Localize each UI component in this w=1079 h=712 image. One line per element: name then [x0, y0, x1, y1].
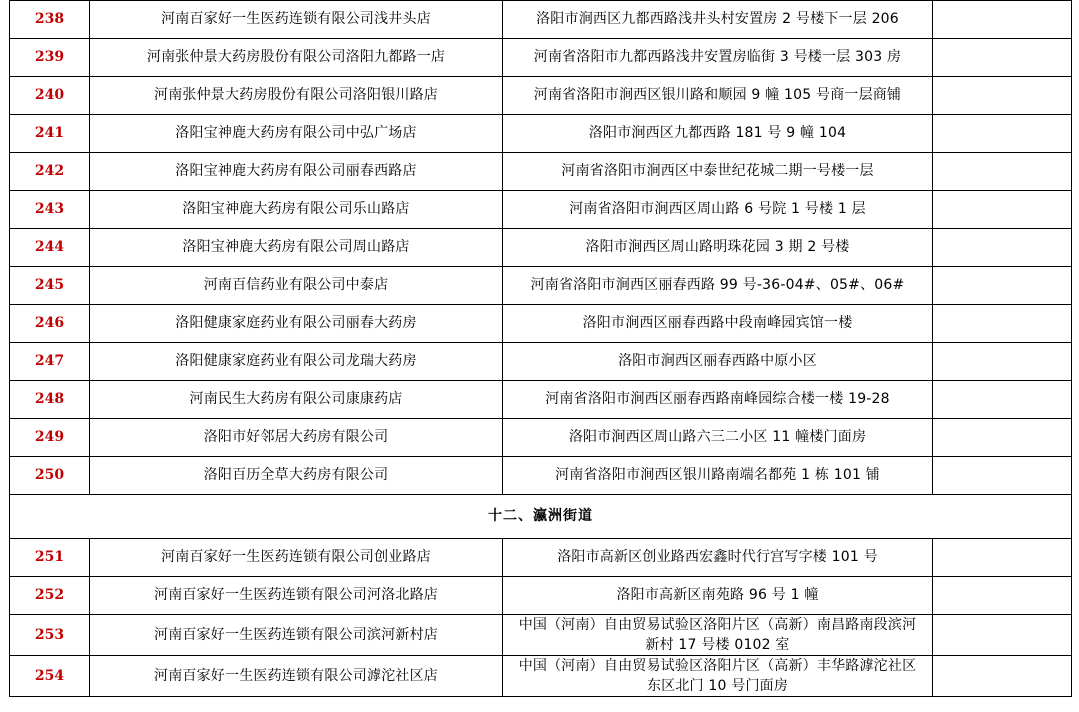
pharmacy-address: 洛阳市高新区创业路西宏鑫时代行宫写字楼 101 号: [503, 539, 933, 577]
pharmacy-name: 洛阳健康家庭药业有限公司龙瑞大药房: [90, 343, 503, 381]
pharmacy-name: 洛阳市好邻居大药房有限公司: [90, 419, 503, 457]
pharmacy-name: 洛阳健康家庭药业有限公司丽春大药房: [90, 305, 503, 343]
pharmacy-address: 河南省洛阳市涧西区中泰世纪花城二期一号楼一层: [503, 153, 933, 191]
row-number: 253: [10, 615, 90, 656]
row-number: 238: [10, 1, 90, 39]
pharmacy-name: 河南百信药业有限公司中泰店: [90, 267, 503, 305]
pharmacy-address: 洛阳市涧西区丽春西路中原小区: [503, 343, 933, 381]
pharmacy-name: 河南张仲景大药房股份有限公司洛阳银川路店: [90, 77, 503, 115]
row-number: 241: [10, 115, 90, 153]
table-row: [10, 539, 1072, 577]
remarks-cell: [933, 77, 1072, 115]
table-row: [10, 153, 1072, 191]
table-row: [10, 39, 1072, 77]
remarks-cell: [933, 656, 1072, 697]
table-row: [10, 457, 1072, 495]
row-number: 248: [10, 381, 90, 419]
table-row: [10, 343, 1072, 381]
remarks-cell: [933, 615, 1072, 656]
table-body-lower: [10, 539, 1072, 697]
section-header-group: [10, 495, 1072, 539]
pharmacy-address: 河南省洛阳市涧西区丽春西路 99 号-36-04#、05#、06#: [503, 267, 933, 305]
remarks-cell: [933, 115, 1072, 153]
row-number: 246: [10, 305, 90, 343]
pharmacy-address: 洛阳市涧西区丽春西路中段南峰园宾馆一楼: [503, 305, 933, 343]
table-row: [10, 381, 1072, 419]
pharmacy-address: 洛阳市涧西区周山路六三二小区 11 幢楼门面房: [503, 419, 933, 457]
pharmacy-address: 洛阳市涧西区九都西路 181 号 9 幢 104: [503, 115, 933, 153]
table-row: [10, 115, 1072, 153]
pharmacy-address: 中国（河南）自由贸易试验区洛阳片区（高新）南昌路南段滨河新村 17 号楼 0102 室: [503, 615, 933, 656]
table-row: [10, 305, 1072, 343]
pharmacy-name: 洛阳宝神鹿大药房有限公司中弘广场店: [90, 115, 503, 153]
row-number: 245: [10, 267, 90, 305]
remarks-cell: [933, 305, 1072, 343]
table-row: [10, 656, 1072, 697]
pharmacy-name: 洛阳百历全草大药房有限公司: [90, 457, 503, 495]
pharmacy-name: 河南百家好一生医药连锁有限公司滨河新村店: [90, 615, 503, 656]
row-number: 254: [10, 656, 90, 697]
pharmacy-name: 河南百家好一生医药连锁有限公司河洛北路店: [90, 577, 503, 615]
pharmacy-address: 中国（河南）自由贸易试验区洛阳片区（高新）丰华路滹沱社区东区北门 10 号门面房: [503, 656, 933, 697]
remarks-cell: [933, 457, 1072, 495]
pharmacy-name: 河南百家好一生医药连锁有限公司创业路店: [90, 539, 503, 577]
pharmacy-name: 河南百家好一生医药连锁有限公司滹沱社区店: [90, 656, 503, 697]
table-row: [10, 267, 1072, 305]
pharmacy-name: 河南民生大药房有限公司康康药店: [90, 381, 503, 419]
pharmacy-address: 河南省洛阳市涧西区银川路南端名都苑 1 栋 101 铺: [503, 457, 933, 495]
pharmacy-address: 河南省洛阳市九都西路浅井安置房临街 3 号楼一层 303 房: [503, 39, 933, 77]
section-title: 十二、瀛洲街道: [10, 495, 1072, 539]
table-row: [10, 577, 1072, 615]
pharmacy-list-table: [9, 0, 1072, 697]
row-number: 244: [10, 229, 90, 267]
remarks-cell: [933, 229, 1072, 267]
row-number: 251: [10, 539, 90, 577]
pharmacy-address: 洛阳市涧西区九都西路浅井头村安置房 2 号楼下一层 206: [503, 1, 933, 39]
remarks-cell: [933, 539, 1072, 577]
table-body-upper: [10, 1, 1072, 495]
row-number: 247: [10, 343, 90, 381]
pharmacy-name: 河南百家好一生医药连锁有限公司浅井头店: [90, 1, 503, 39]
row-number: 243: [10, 191, 90, 229]
pharmacy-name: 洛阳宝神鹿大药房有限公司乐山路店: [90, 191, 503, 229]
table-row: [10, 419, 1072, 457]
table-row: [10, 1, 1072, 39]
pharmacy-name: 洛阳宝神鹿大药房有限公司周山路店: [90, 229, 503, 267]
table-row: [10, 191, 1072, 229]
pharmacy-address: 河南省洛阳市涧西区周山路 6 号院 1 号楼 1 层: [503, 191, 933, 229]
remarks-cell: [933, 191, 1072, 229]
row-number: 242: [10, 153, 90, 191]
row-number: 252: [10, 577, 90, 615]
pharmacy-address: 洛阳市涧西区周山路明珠花园 3 期 2 号楼: [503, 229, 933, 267]
remarks-cell: [933, 39, 1072, 77]
pharmacy-name: 洛阳宝神鹿大药房有限公司丽春西路店: [90, 153, 503, 191]
remarks-cell: [933, 153, 1072, 191]
table-row: [10, 77, 1072, 115]
remarks-cell: [933, 419, 1072, 457]
remarks-cell: [933, 267, 1072, 305]
remarks-cell: [933, 577, 1072, 615]
pharmacy-address: 河南省洛阳市涧西区丽春西路南峰园综合楼一楼 19-28: [503, 381, 933, 419]
row-number: 239: [10, 39, 90, 77]
pharmacy-name: 河南张仲景大药房股份有限公司洛阳九都路一店: [90, 39, 503, 77]
remarks-cell: [933, 1, 1072, 39]
remarks-cell: [933, 381, 1072, 419]
row-number: 249: [10, 419, 90, 457]
row-number: 250: [10, 457, 90, 495]
row-number: 240: [10, 77, 90, 115]
pharmacy-address: 洛阳市高新区南苑路 96 号 1 幢: [503, 577, 933, 615]
table-row: [10, 615, 1072, 656]
section-header-row: [10, 495, 1072, 539]
table-row: [10, 229, 1072, 267]
remarks-cell: [933, 343, 1072, 381]
pharmacy-address: 河南省洛阳市涧西区银川路和顺园 9 幢 105 号商一层商铺: [503, 77, 933, 115]
